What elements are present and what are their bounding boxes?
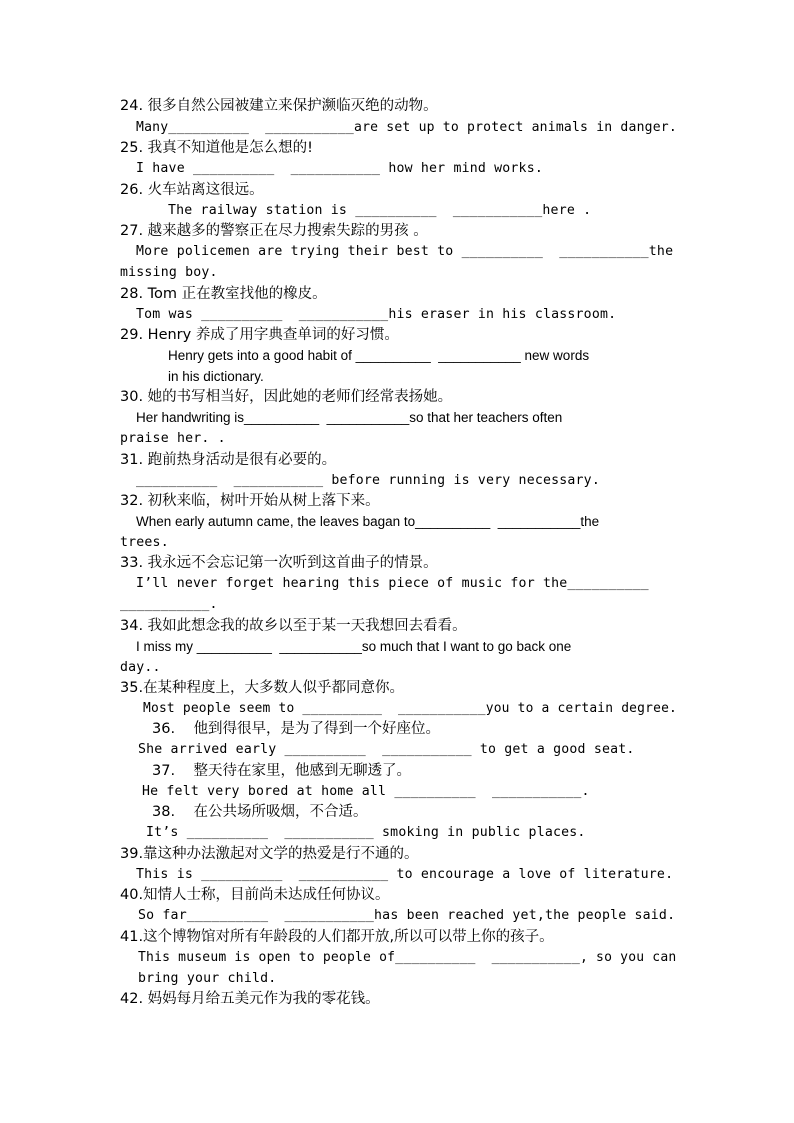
question-35-english: Most people seem to __________ ___________you to a certain degree. (143, 701, 678, 716)
question-38-english: It’s __________ ___________ smoking in public places. (146, 825, 586, 840)
question-28-chinese: 28. Tom 正在教室找他的橡皮。 (120, 286, 327, 302)
question-38-chinese: 38. 在公共场所吸烟，不合适。 (152, 804, 368, 820)
question-24-chinese: 24. 很多自然公园被建立来保护濒临灭绝的动物。 (120, 98, 438, 114)
question-41-chinese: 41.这个博物馆对所有年龄段的人们都开放,所以可以带上你的孩子。 (120, 929, 554, 945)
question-31-english: __________ ___________ before running is very necessary. (136, 473, 600, 488)
question-25-chinese: 25. 我真不知道他是怎么想的! (120, 140, 313, 156)
question-26-chinese: 26. 火车站离这很远。 (120, 182, 264, 198)
question-30-english-cont: praise her. . (120, 431, 226, 446)
question-27-chinese: 27. 越来越多的警察正在尽力搜索失踪的男孩 。 (120, 223, 428, 239)
question-41-english: This museum is open to people of__________ ___________, so you can (138, 950, 677, 965)
question-30-english: Her handwriting is__________ ___________so that her teachers often (136, 410, 563, 425)
question-29-chinese: 29. Henry 养成了用字典查单词的好习惯。 (120, 327, 399, 343)
question-31-chinese: 31. 跑前热身活动是很有必要的。 (120, 452, 337, 468)
question-36-english: She arrived early __________ ___________ to get a good seat. (138, 742, 635, 757)
question-42-chinese: 42. 妈妈每月给五美元作为我的零花钱。 (120, 991, 380, 1007)
question-33-english: I’ll never forget hearing this piece of music for the__________ (136, 576, 649, 591)
question-34-english: I miss my __________ ___________so much that I want to go back one (136, 639, 572, 654)
question-32-chinese: 32. 初秋来临，树叶开始从树上落下来。 (120, 493, 380, 509)
question-29-english-cont: in his dictionary. (168, 369, 264, 384)
question-40-chinese: 40.知情人士称，目前尚未达成任何协议。 (120, 887, 390, 903)
question-35-chinese: 35.在某种程度上，大多数人似乎都同意你。 (120, 680, 405, 696)
question-28-english: Tom was __________ ___________his eraser in his classroom. (136, 307, 617, 322)
question-39-english: This is __________ ___________ to encourage a love of literature. (136, 867, 674, 882)
question-26-english: The railway station is __________ ___________here . (168, 203, 592, 218)
question-34-chinese: 34. 我如此想念我的故乡以至于某一天我想回去看看。 (120, 618, 467, 634)
question-30-chinese: 30. 她的书写相当好，因此她的老师们经常表扬她。 (120, 389, 453, 405)
question-37-english: He felt very bored at home all __________ ___________. (142, 784, 590, 799)
question-39-chinese: 39.靠这种办法激起对文学的热爱是行不通的。 (120, 846, 419, 862)
question-34-english-cont: day.. (120, 660, 161, 675)
question-36-chinese: 36. 他到得很早，是为了得到一个好座位。 (152, 721, 440, 737)
question-27-english-cont: missing boy. (120, 265, 218, 280)
question-33-chinese: 33. 我永远不会忘记第一次听到这首曲子的情景。 (120, 555, 438, 571)
question-29-english: Henry gets into a good habit of __________ ___________ new words (168, 348, 590, 363)
question-33-english-cont: ___________. (120, 597, 218, 612)
question-24-english: Many__________ ___________are set up to protect animals in danger. (136, 120, 677, 135)
question-40-english: So far__________ ___________has been reached yet,the people said. (138, 908, 676, 923)
question-41-english-cont: bring your child. (138, 971, 277, 986)
question-37-chinese: 37. 整天待在家里，他感到无聊透了。 (152, 763, 411, 779)
question-25-english: I have __________ ___________ how her mind works. (136, 161, 543, 176)
question-32-english-cont: trees. (120, 535, 169, 550)
question-32-english: When early autumn came, the leaves bagan to__________ ___________the (136, 514, 600, 529)
question-27-english: More policemen are trying their best to __________ ___________the (136, 244, 674, 259)
